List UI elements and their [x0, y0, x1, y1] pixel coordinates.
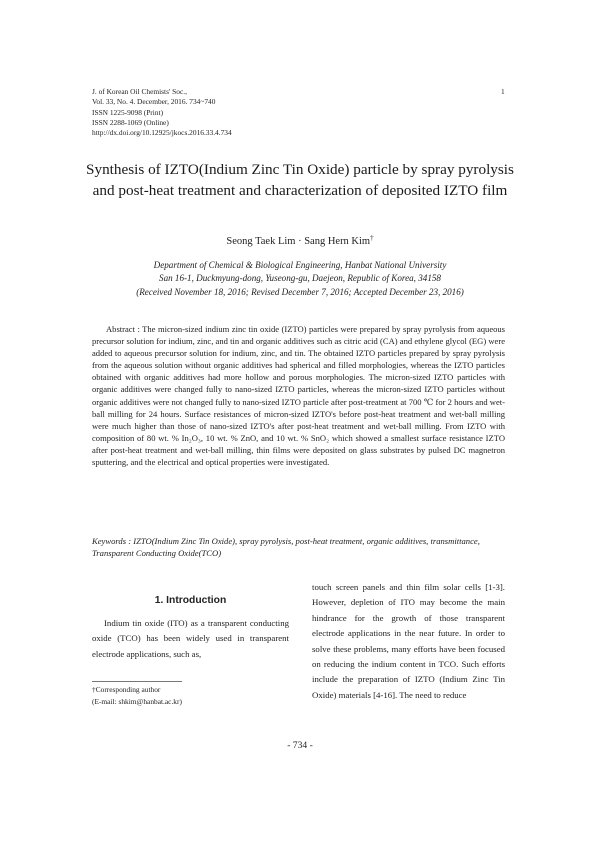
corner-page-number: 1	[501, 87, 505, 96]
intro-paragraph-left: Indium tin oxide (ITO) as a transparent conducting oxide (TCO) has been widely used in transparent electrode applications, such as,	[92, 618, 289, 659]
section-heading-introduction: 1. Introduction	[154, 595, 227, 606]
authors	[0, 234, 600, 247]
keywords-text: IZTO(Indium Zinc Tin Oxide), spray pyrolysis, post-heat treatment, organic additives, transmittance, Transparent Conducting Oxide(TCO)	[92, 536, 480, 559]
received-dates: (Received November 18, 2016; Revised December 7, 2016; Accepted December 23, 2016)	[136, 286, 464, 297]
issn-print: ISSN 1225-9098 (Print)	[92, 107, 164, 117]
footnote-corresponding: †Corresponding author	[92, 685, 161, 694]
keywords-label: Keywords :	[92, 536, 134, 546]
journal-header	[92, 87, 232, 138]
paper-title: Synthesis of IZTO(Indium Zinc Tin Oxide) particle by spray pyrolysis and post-heat treatment and characterization of deposited IZTO film	[86, 161, 514, 199]
author-names: Seong Taek Lim · Sang Hern Kim	[226, 236, 371, 247]
intro-paragraph-right: touch screen panels and thin film solar cells [1-3]. However, depletion of ITO may become the main hindrance for the growth of those transparent electrode applications in the near future. In order to solve these problems, many efforts have been focused on reducing the indium content in TCO. Such efforts include the preparation of IZTO (Indium Zinc Tin Oxide) materials [4-16]. The need to reduce	[312, 582, 505, 700]
abstract	[92, 323, 505, 468]
doi-link[interactable]: http://dx.doi.org/10.12925/jkocs.2016.33.4.734	[92, 128, 232, 138]
keywords	[92, 535, 505, 559]
footnote-email: (E-mail: shkim@hanbat.ac.kr)	[92, 697, 182, 706]
affiliation-department: Department of Chemical & Biological Engineering, Hanbat National University	[153, 260, 447, 270]
corresponding-mark: †	[370, 234, 374, 242]
affiliation	[0, 259, 600, 299]
abstract-label: Abstract :	[106, 324, 143, 334]
affiliation-address: San 16-1, Duckmyung-dong, Yuseong-gu, Daejeon, Republic of Korea, 34158	[159, 273, 441, 284]
journal-name: J. of Korean Oil Chemists' Soc.,	[92, 87, 187, 96]
journal-volume: Vol. 33, No. 4. December, 2016. 734~740	[92, 97, 216, 107]
abstract-text: The micron-sized indium zinc tin oxide (IZTO) particles were prepared by spray pyrolysis from aqueous precursor solution for indium, zinc, and tin and organic additives such as citric acid (CA) and ethylene glycol (EG) were added to aqueous precursor solution for indium, zinc, and tin. The obtained IZTO particles prepared by spray pyrolysis from the aqueous solution without organic additives had spherical and filled morphologies, whereas the IZTO particles obtained with organic additives had more hollow and porous morphologies. The micron-sized IZTO particles with organic additives were changed fully to nano-sized IZTO particles, whereas the micron-sized IZTO particles without organic additives were not changed fully to nano-sized IZTO particle after post-treatment at 700 ℃ for 2 hours and wet-ball milling for 24 hours. Surface resistances of micron-sized IZTO's before post-heat treatment and wet-ball milling were much higher than those of nano-sized IZTO's after post-heat treatment and wet-ball milling. From IZTO with composition of 80 wt. % In₂O₃, 10 wt. % ZnO, and 10 wt. % SnO₂ which showed a smallest surface resistance IZTO after post-heat treatment and wet-ball milling, thin films were deposited on glass substrates by pulsed DC magnetron sputtering, and the electrical and optical properties were investigated.	[92, 324, 505, 468]
footnote	[92, 684, 182, 708]
issn-online: ISSN 2288-1069 (Online)	[92, 117, 169, 127]
right-column	[312, 580, 505, 703]
left-column	[92, 590, 289, 662]
page-number: - 734 -	[287, 740, 313, 751]
footnote-divider	[92, 681, 182, 682]
